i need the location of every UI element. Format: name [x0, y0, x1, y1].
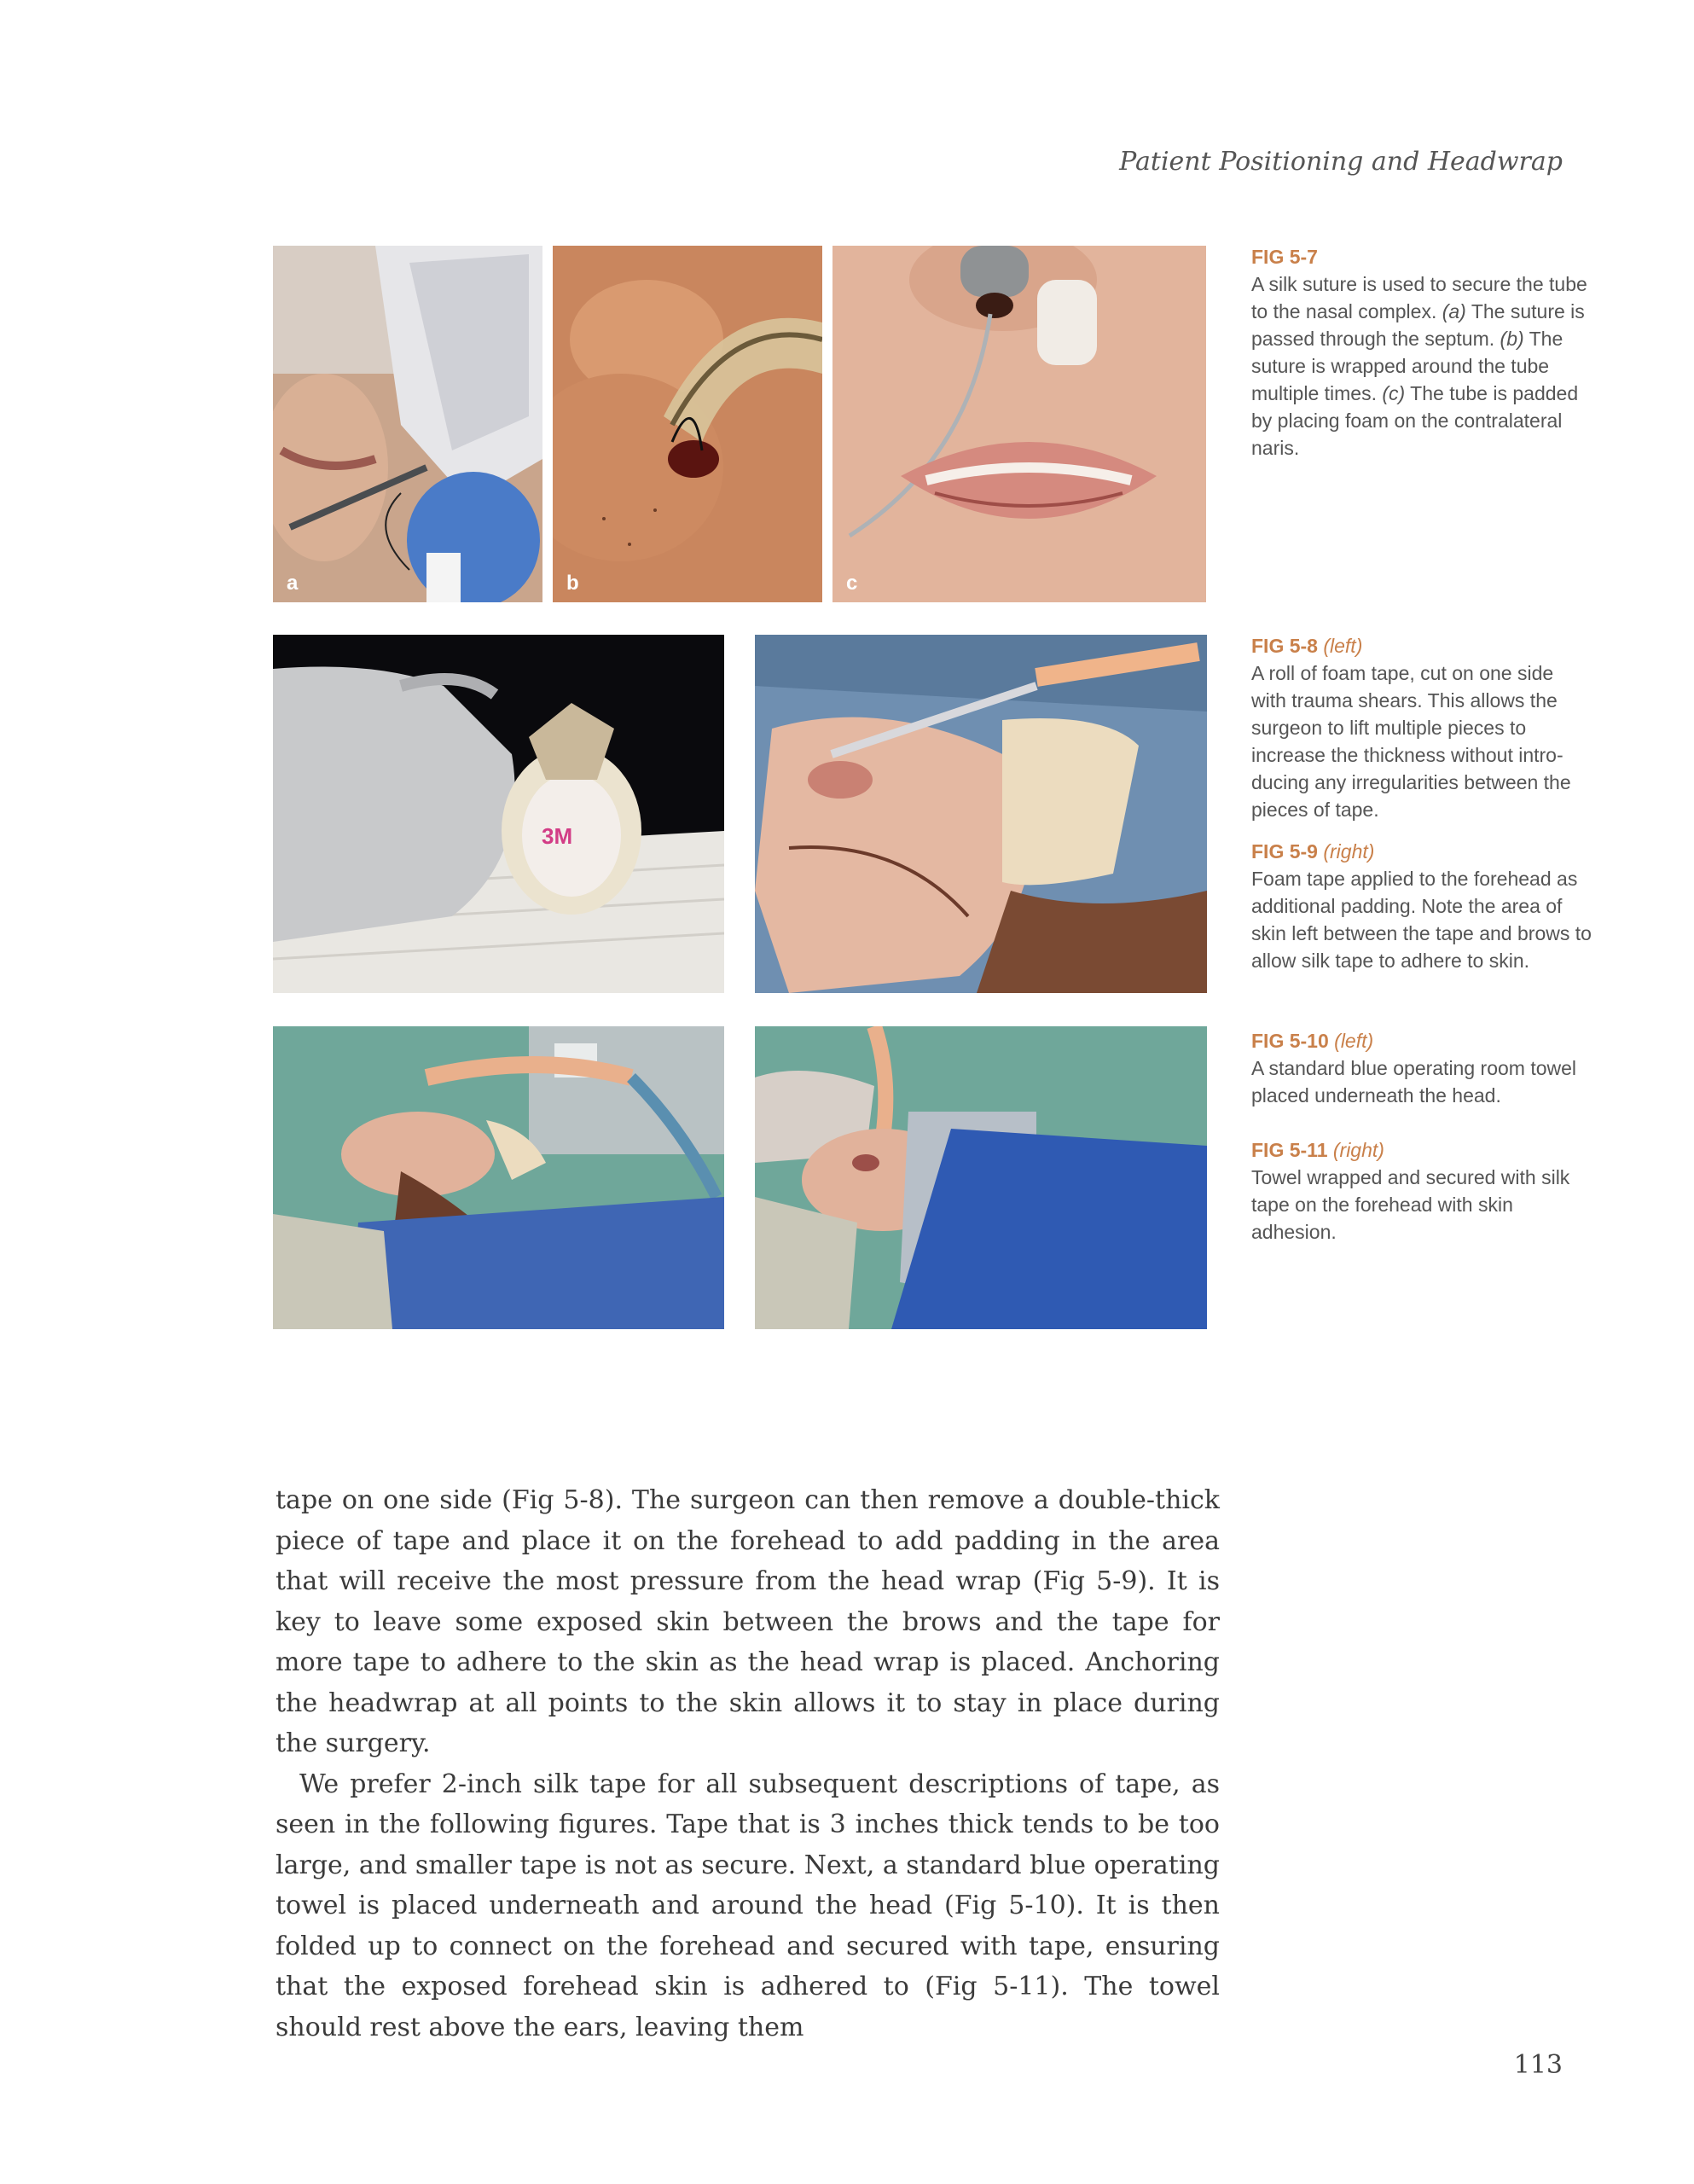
fig-5-10-note: (left)	[1334, 1030, 1374, 1052]
fig-5-7c-photo	[832, 246, 1206, 602]
svg-text:3M: 3M	[542, 823, 573, 849]
fig-5-8-note: (left)	[1323, 635, 1363, 657]
fig-5-8-label: FIG 5-8	[1251, 635, 1318, 657]
fig-5-7-caption-text: A silk suture is used to secure the tube to the nasal complex. (a) The suture is passed through the septum. (b) The suture is wrapped around the tube multiple times. (c) The tube is padded by placing foam on the contralateral naris.	[1251, 273, 1587, 459]
body-paragraph-2: We prefer 2-inch silk tape for all subsequent descriptions of tape, as seen in the following figures. Tape that is 3 inches thick tends to be too large, and smaller tape is not as secure. Next, a standard blue operating towel is placed underneath and around the head (Fig 5-10). It is then folded up to connect on the forehead and secured with tape, ensuring that the exposed forehead skin is adhered to (Fig 5-11). The towel should rest above the ears, leaving them	[276, 1769, 1220, 2042]
fig-5-11-photo	[755, 1026, 1207, 1329]
body-text	[276, 1480, 1220, 2048]
fig-5-10-label: FIG 5-10	[1251, 1030, 1329, 1052]
panel-letter-c: c	[846, 572, 858, 595]
fig-5-7b-photo	[553, 246, 822, 602]
page-number: 113	[1513, 2050, 1563, 2080]
fig-5-9-note: (right)	[1323, 840, 1375, 863]
running-head: Patient Positioning and Headwrap	[1119, 147, 1563, 177]
fig-5-8-caption	[1251, 632, 1592, 823]
fig-5-9-photo	[755, 635, 1207, 993]
panel-letter-b: b	[566, 572, 579, 595]
fig-5-11-note: (right)	[1332, 1139, 1384, 1161]
fig-5-10-caption-text: A standard blue operating room towel placed underneath the head.	[1251, 1057, 1577, 1107]
fig-5-7-label: FIG 5-7	[1251, 246, 1318, 268]
fig-5-9-caption-text: Foam tape applied to the forehead as additional padding. Note the area of skin left between the tape and brows to allow silk tape to adhere to skin.	[1251, 868, 1592, 972]
fig-5-11-label: FIG 5-11	[1251, 1139, 1328, 1161]
fig-5-10-photo	[273, 1026, 724, 1329]
body-paragraph-1: tape on one side (Fig 5-8). The surgeon can then remove a double-thick piece of tape and place it on the forehead to add padding in the area that will receive the most pressure from the head wrap (Fig 5-9). It is key to leave some exposed skin between the brows and the tape for more tape to adhere to the skin as the head wrap is placed. Anchoring the headwrap at all points to the skin allows it to stay in place during the surgery.	[276, 1485, 1220, 1758]
panel-letter-a: a	[287, 572, 299, 595]
fig-5-8-caption-text: A roll of foam tape, cut on one side with trauma shears. This allows the surgeon to lift multiple pieces to increase the thickness without intro-ducing any irregularities between the pieces of tape.	[1251, 662, 1571, 821]
fig-5-11-caption	[1251, 1136, 1592, 1246]
fig-5-8-photo	[273, 635, 724, 993]
fig-5-11-caption-text: Towel wrapped and secured with silk tape on the forehead with skin adhesion.	[1251, 1166, 1570, 1243]
fig-5-9-caption	[1251, 838, 1592, 974]
fig-5-9-label: FIG 5-9	[1251, 840, 1318, 863]
fig-5-7-caption	[1251, 243, 1592, 462]
fig-5-7a-photo	[273, 246, 542, 602]
fig-5-10-caption	[1251, 1027, 1592, 1109]
